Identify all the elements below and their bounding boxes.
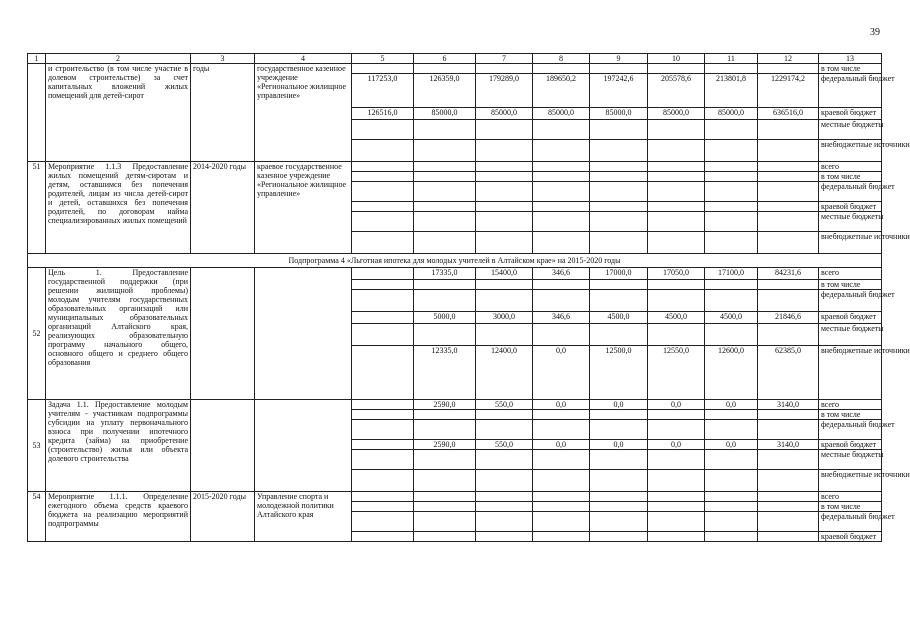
measure-name: Цель 1. Предоставление государственной поддержки (при решении жилищной проблемы) молодым учителям государственных образовательных организаций или муниципальных образовательных организаций Алтайского края, реализующих образовательную программу начального общего, основного общего и среднего общего образования — [46, 268, 191, 400]
value-cell — [414, 470, 476, 492]
value-cell — [352, 312, 414, 324]
page-number: 39 — [870, 27, 880, 38]
value-cell — [476, 64, 533, 74]
value-cell — [758, 470, 819, 492]
value-cell — [590, 162, 648, 172]
implementation-term: годы — [191, 64, 255, 162]
measure-name: Мероприятие 1.1.1. Определение ежегодного объема средств краевого бюджета на реализацию мероприятий подпрограммы — [46, 492, 191, 542]
value-cell: 17100,0 — [705, 268, 758, 280]
value-cell — [648, 232, 705, 254]
funding-source: всего — [819, 162, 882, 172]
value-cell — [414, 172, 476, 182]
value-cell — [705, 172, 758, 182]
value-cell — [758, 172, 819, 182]
value-cell: 117253,0 — [352, 74, 414, 108]
funding-source: в том числе — [819, 280, 882, 290]
value-cell — [590, 172, 648, 182]
value-cell — [590, 324, 648, 346]
funding-source: федеральный бюджет — [819, 512, 882, 532]
funding-source: местные бюджеты — [819, 324, 882, 346]
funding-source: в том числе — [819, 64, 882, 74]
value-cell — [352, 512, 414, 532]
column-header: 11 — [705, 54, 758, 64]
value-cell — [414, 502, 476, 512]
funding-source: всего — [819, 492, 882, 502]
value-cell — [758, 182, 819, 202]
row-number: 53 — [28, 400, 46, 492]
value-cell: 85000,0 — [414, 108, 476, 120]
value-cell — [352, 346, 414, 400]
value-cell — [352, 470, 414, 492]
value-cell — [705, 532, 758, 542]
value-cell — [476, 532, 533, 542]
table-row — [28, 268, 882, 280]
value-cell — [352, 280, 414, 290]
funding-source: внебюджетные источники — [819, 470, 882, 492]
value-cell — [648, 420, 705, 440]
value-cell — [476, 280, 533, 290]
value-cell — [352, 212, 414, 232]
funding-source: местные бюджеты — [819, 450, 882, 470]
value-cell: 85000,0 — [590, 108, 648, 120]
value-cell: 0,0 — [533, 400, 590, 410]
value-cell — [476, 420, 533, 440]
value-cell — [533, 280, 590, 290]
value-cell: 126516,0 — [352, 108, 414, 120]
funding-source: местные бюджеты — [819, 212, 882, 232]
measure-name: и строительство (в том числе участие в долевом строительстве) за счет капитальных вложений жилых помещений для детей-сирот — [46, 64, 191, 162]
funding-source: краевой бюджет — [819, 108, 882, 120]
funding-source: внебюджетные источники — [819, 346, 882, 400]
value-cell: 15400,0 — [476, 268, 533, 280]
implementation-term: 2015-2020 годы — [191, 492, 255, 542]
value-cell — [758, 212, 819, 232]
column-header: 12 — [758, 54, 819, 64]
value-cell: 21846,6 — [758, 312, 819, 324]
value-cell — [705, 420, 758, 440]
value-cell — [533, 492, 590, 502]
value-cell — [590, 182, 648, 202]
value-cell — [533, 140, 590, 162]
value-cell — [758, 410, 819, 420]
value-cell: 550,0 — [476, 400, 533, 410]
value-cell — [352, 450, 414, 470]
value-cell — [414, 280, 476, 290]
value-cell — [590, 280, 648, 290]
executor: Управление спорта и молодежной политики Алтайского края — [255, 492, 352, 542]
funding-source: краевой бюджет — [819, 440, 882, 450]
value-cell: 0,0 — [590, 440, 648, 450]
value-cell — [705, 450, 758, 470]
value-cell — [352, 162, 414, 172]
value-cell: 346,6 — [533, 268, 590, 280]
value-cell — [476, 140, 533, 162]
value-cell — [414, 410, 476, 420]
value-cell — [533, 182, 590, 202]
value-cell — [533, 502, 590, 512]
value-cell — [352, 232, 414, 254]
value-cell — [648, 532, 705, 542]
column-header: 13 — [819, 54, 882, 64]
value-cell: 0,0 — [648, 440, 705, 450]
value-cell: 0,0 — [590, 400, 648, 410]
table-row — [28, 400, 882, 410]
value-cell — [648, 120, 705, 140]
value-cell — [758, 450, 819, 470]
value-cell — [476, 290, 533, 312]
value-cell — [476, 172, 533, 182]
value-cell — [590, 532, 648, 542]
value-cell — [533, 212, 590, 232]
value-cell — [590, 120, 648, 140]
value-cell — [533, 470, 590, 492]
value-cell — [352, 64, 414, 74]
funding-source: федеральный бюджет — [819, 290, 882, 312]
value-cell: 12550,0 — [648, 346, 705, 400]
executor — [255, 268, 352, 400]
value-cell — [476, 120, 533, 140]
value-cell — [648, 492, 705, 502]
value-cell — [758, 324, 819, 346]
value-cell: 85000,0 — [705, 108, 758, 120]
value-cell — [352, 420, 414, 440]
value-cell: 4500,0 — [648, 312, 705, 324]
column-header: 5 — [352, 54, 414, 64]
table-row — [28, 64, 882, 74]
value-cell: 1229174,2 — [758, 74, 819, 108]
column-header: 9 — [590, 54, 648, 64]
column-header: 1 — [28, 54, 46, 64]
value-cell — [705, 502, 758, 512]
value-cell — [590, 512, 648, 532]
value-cell: 85000,0 — [533, 108, 590, 120]
value-cell — [758, 532, 819, 542]
funding-source: в том числе — [819, 410, 882, 420]
value-cell — [476, 182, 533, 202]
value-cell: 213801,8 — [705, 74, 758, 108]
funding-source: краевой бюджет — [819, 202, 882, 212]
value-cell: 17335,0 — [414, 268, 476, 280]
value-cell: 84231,6 — [758, 268, 819, 280]
funding-source: внебюджетные источники — [819, 232, 882, 254]
value-cell: 0,0 — [533, 346, 590, 400]
value-cell — [648, 182, 705, 202]
value-cell — [705, 182, 758, 202]
value-cell: 189650,2 — [533, 74, 590, 108]
value-cell — [352, 140, 414, 162]
value-cell — [648, 172, 705, 182]
value-cell — [758, 232, 819, 254]
value-cell: 179289,0 — [476, 74, 533, 108]
value-cell — [590, 410, 648, 420]
value-cell — [648, 410, 705, 420]
value-cell — [705, 492, 758, 502]
funding-source: в том числе — [819, 172, 882, 182]
value-cell — [533, 324, 590, 346]
value-cell: 5000,0 — [414, 312, 476, 324]
value-cell — [648, 290, 705, 312]
value-cell — [352, 400, 414, 410]
value-cell — [352, 492, 414, 502]
value-cell — [414, 202, 476, 212]
value-cell: 12400,0 — [476, 346, 533, 400]
value-cell — [352, 440, 414, 450]
value-cell — [758, 120, 819, 140]
value-cell — [476, 410, 533, 420]
value-cell: 62385,0 — [758, 346, 819, 400]
value-cell — [590, 212, 648, 232]
value-cell — [590, 202, 648, 212]
value-cell: 4500,0 — [705, 312, 758, 324]
value-cell: 12500,0 — [590, 346, 648, 400]
value-cell — [705, 324, 758, 346]
value-cell — [352, 268, 414, 280]
value-cell — [758, 512, 819, 532]
value-cell — [648, 280, 705, 290]
value-cell: 3140,0 — [758, 400, 819, 410]
funding-source: краевой бюджет — [819, 312, 882, 324]
value-cell: 85000,0 — [476, 108, 533, 120]
value-cell: 636516,0 — [758, 108, 819, 120]
value-cell — [590, 64, 648, 74]
row-number — [28, 64, 46, 162]
funding-source: всего — [819, 268, 882, 280]
value-cell — [414, 512, 476, 532]
column-header: 7 — [476, 54, 533, 64]
funding-source: всего — [819, 400, 882, 410]
value-cell — [590, 450, 648, 470]
value-cell — [352, 202, 414, 212]
value-cell: 12600,0 — [705, 346, 758, 400]
value-cell — [414, 162, 476, 172]
value-cell: 0,0 — [648, 400, 705, 410]
implementation-term: 2014-2020 годы — [191, 162, 255, 254]
measure-name: Мероприятие 1.1.3 Предоставление жилых помещений детям-сиротам и детям, оставшимся без попечения родителей, лицам из числа детей-сирот и детей, оставшихся без попечения родителей, по договорам найма специализированных жилых помещений — [46, 162, 191, 254]
value-cell — [758, 492, 819, 502]
subprogram-row — [28, 254, 882, 268]
value-cell — [758, 502, 819, 512]
value-cell — [758, 140, 819, 162]
value-cell — [758, 64, 819, 74]
row-number: 51 — [28, 162, 46, 254]
value-cell — [414, 182, 476, 202]
value-cell: 4500,0 — [590, 312, 648, 324]
value-cell — [648, 140, 705, 162]
value-cell — [352, 324, 414, 346]
value-cell — [533, 532, 590, 542]
value-cell — [648, 512, 705, 532]
value-cell — [414, 64, 476, 74]
value-cell — [590, 470, 648, 492]
table-row — [28, 492, 882, 502]
value-cell — [533, 410, 590, 420]
value-cell — [758, 162, 819, 172]
value-cell — [352, 532, 414, 542]
value-cell: 17000,0 — [590, 268, 648, 280]
value-cell — [705, 162, 758, 172]
value-cell — [476, 502, 533, 512]
funding-source: федеральный бюджет — [819, 74, 882, 108]
value-cell — [648, 64, 705, 74]
value-cell: 3000,0 — [476, 312, 533, 324]
value-cell — [533, 162, 590, 172]
value-cell — [705, 280, 758, 290]
value-cell — [352, 502, 414, 512]
executor — [255, 400, 352, 492]
value-cell: 3140,0 — [758, 440, 819, 450]
value-cell — [414, 532, 476, 542]
row-number: 52 — [28, 268, 46, 400]
table-row — [28, 162, 882, 172]
executor: краевое государственное казенное учреждение «Региональное жилищное управление» — [255, 162, 352, 254]
value-cell — [533, 64, 590, 74]
value-cell — [352, 172, 414, 182]
value-cell — [590, 140, 648, 162]
value-cell — [533, 232, 590, 254]
value-cell — [648, 450, 705, 470]
column-header: 6 — [414, 54, 476, 64]
value-cell: 550,0 — [476, 440, 533, 450]
value-cell — [758, 290, 819, 312]
value-cell: 17050,0 — [648, 268, 705, 280]
value-cell — [705, 202, 758, 212]
value-cell: 205578,6 — [648, 74, 705, 108]
value-cell — [533, 202, 590, 212]
value-cell — [533, 450, 590, 470]
value-cell: 346,6 — [533, 312, 590, 324]
value-cell — [705, 232, 758, 254]
value-cell: 2590,0 — [414, 440, 476, 450]
value-cell — [476, 492, 533, 502]
value-cell — [414, 212, 476, 232]
value-cell — [590, 492, 648, 502]
value-cell — [533, 512, 590, 532]
value-cell: 197242,6 — [590, 74, 648, 108]
value-cell — [533, 120, 590, 140]
value-cell — [590, 290, 648, 312]
row-number: 54 — [28, 492, 46, 542]
value-cell: 0,0 — [705, 440, 758, 450]
value-cell — [705, 470, 758, 492]
value-cell — [476, 512, 533, 532]
funding-source: федеральный бюджет — [819, 420, 882, 440]
value-cell — [648, 502, 705, 512]
value-cell — [414, 290, 476, 312]
value-cell — [476, 212, 533, 232]
column-header: 8 — [533, 54, 590, 64]
value-cell — [476, 450, 533, 470]
value-cell — [352, 120, 414, 140]
value-cell — [705, 212, 758, 232]
value-cell — [533, 290, 590, 312]
value-cell: 0,0 — [705, 400, 758, 410]
value-cell — [758, 202, 819, 212]
value-cell: 126359,0 — [414, 74, 476, 108]
value-cell — [476, 202, 533, 212]
funding-source: в том числе — [819, 502, 882, 512]
column-header: 4 — [255, 54, 352, 64]
measure-name: Задача 1.1. Предоставление молодым учителям - участникам подпрограммы субсидии на уплату первоначального взноса при получении ипотечного кредита (займа) на приобретение (строительство) жилья или объекта долевого строительства — [46, 400, 191, 492]
implementation-term — [191, 268, 255, 400]
value-cell — [705, 290, 758, 312]
value-cell — [476, 232, 533, 254]
value-cell — [648, 212, 705, 232]
value-cell — [414, 324, 476, 346]
value-cell — [648, 470, 705, 492]
subprogram-title: Подпрограмма 4 «Льготная ипотека для молодых учителей в Алтайском крае» на 2015-2020 годы — [28, 254, 882, 268]
program-funding-table — [27, 53, 910, 542]
value-cell — [758, 420, 819, 440]
value-cell: 0,0 — [533, 440, 590, 450]
header-row — [28, 54, 882, 64]
value-cell: 2590,0 — [414, 400, 476, 410]
column-header: 3 — [191, 54, 255, 64]
funding-source: внебюджетные источники — [819, 140, 882, 162]
value-cell — [352, 410, 414, 420]
value-cell — [414, 450, 476, 470]
implementation-term — [191, 400, 255, 492]
value-cell — [414, 120, 476, 140]
value-cell — [705, 410, 758, 420]
value-cell — [476, 324, 533, 346]
column-header: 10 — [648, 54, 705, 64]
value-cell — [414, 492, 476, 502]
value-cell — [352, 290, 414, 312]
value-cell — [414, 420, 476, 440]
column-header: 2 — [46, 54, 191, 64]
value-cell — [414, 232, 476, 254]
executor: государственное казенное учреждение «Региональное жилищное управление» — [255, 64, 352, 162]
value-cell — [414, 140, 476, 162]
value-cell: 12335,0 — [414, 346, 476, 400]
value-cell — [476, 470, 533, 492]
funding-source: федеральный бюджет — [819, 182, 882, 202]
funding-source: местные бюджеты — [819, 120, 882, 140]
value-cell — [352, 182, 414, 202]
value-cell — [533, 172, 590, 182]
value-cell — [705, 512, 758, 532]
value-cell — [705, 120, 758, 140]
value-cell — [590, 502, 648, 512]
value-cell — [533, 420, 590, 440]
value-cell — [648, 162, 705, 172]
value-cell — [758, 280, 819, 290]
value-cell — [476, 162, 533, 172]
value-cell — [590, 232, 648, 254]
funding-source: краевой бюджет — [819, 532, 882, 542]
value-cell — [590, 420, 648, 440]
value-cell: 85000,0 — [648, 108, 705, 120]
value-cell — [648, 202, 705, 212]
value-cell — [705, 64, 758, 74]
value-cell — [705, 140, 758, 162]
value-cell — [648, 324, 705, 346]
